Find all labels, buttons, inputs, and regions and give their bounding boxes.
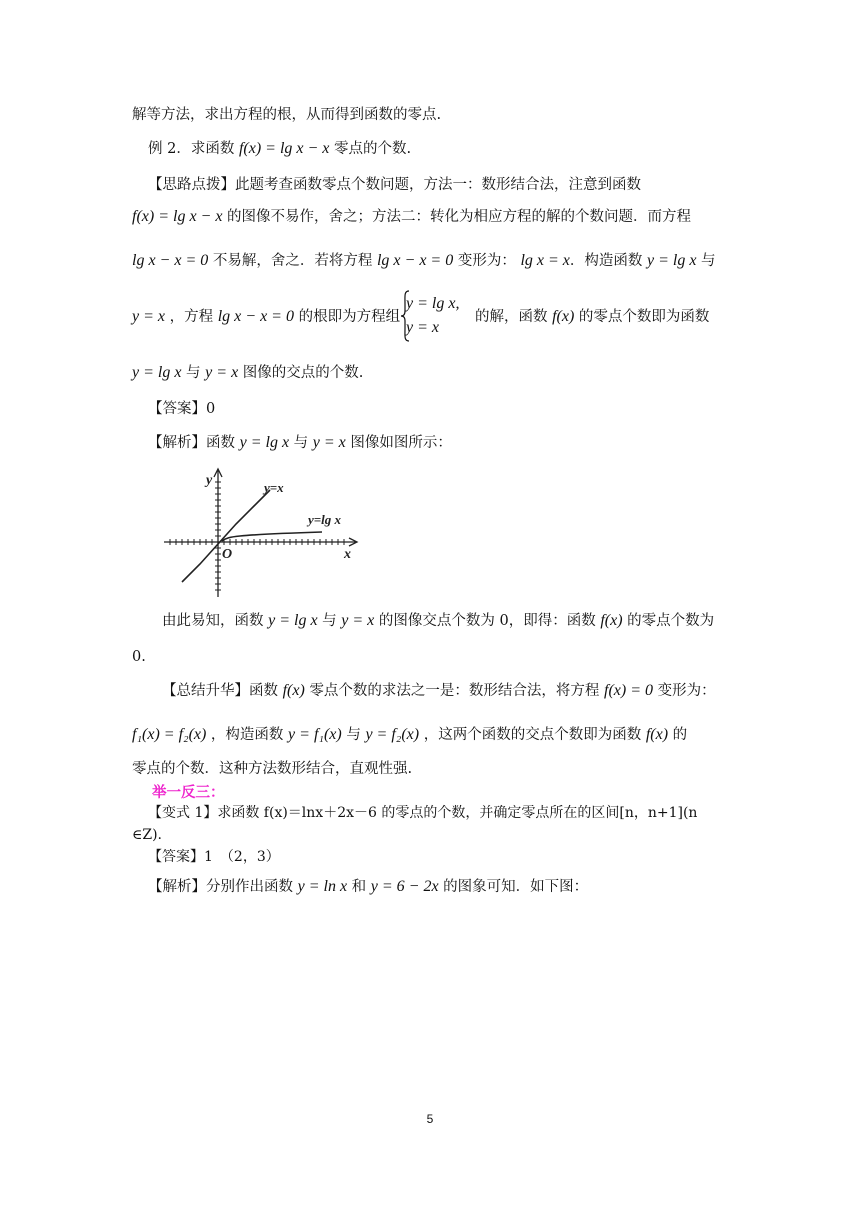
conclusion-c: 与 bbox=[317, 613, 342, 629]
hint-line-3 bbox=[132, 250, 732, 272]
analysis-2-e: 的图象可知．如下图： bbox=[438, 879, 589, 895]
math-y-6-minus-2x: y = 6 − 2x bbox=[370, 878, 439, 895]
summary-i: 与 bbox=[341, 727, 366, 743]
example-2-prefix: 例 2．求函数 bbox=[148, 141, 239, 157]
math-lgx-eq-x: lg x = x bbox=[520, 252, 570, 269]
analysis-2-c: 和 bbox=[347, 879, 371, 895]
summary-g: ，构造函数 bbox=[206, 727, 289, 743]
math-fx: f(x) bbox=[552, 308, 575, 325]
math-y-lgx-2: y = lg x bbox=[132, 364, 182, 381]
paragraph-method-end: 解等方法，求出方程的根，从而得到函数的零点. bbox=[132, 107, 442, 123]
hint-line-4-text-c: 的解，函数 bbox=[475, 309, 553, 325]
practice-heading: 举一反三： bbox=[152, 784, 225, 801]
math-y-lnx: y = ln x bbox=[297, 878, 348, 895]
conclusion-line-1 bbox=[162, 610, 732, 632]
system-row-1: y = lg x, bbox=[406, 295, 460, 312]
math-y-f1: y = f₁(x) bbox=[288, 726, 342, 743]
summary-k: ，这两个函数的交点个数即为函数 bbox=[419, 727, 646, 743]
analysis-1-a: 【解析】函数 bbox=[148, 435, 240, 451]
summary-m: 的 bbox=[668, 727, 688, 743]
hint-line-3-text-b: 变形为： bbox=[453, 253, 521, 269]
summary-line-3: 零点的个数．这种方法数形结合，直观性强. bbox=[132, 761, 413, 777]
analysis-2 bbox=[148, 876, 732, 898]
hint-line-3-text-c: ．构造函数 bbox=[569, 253, 647, 269]
math-equation-2: lg x − x = 0 bbox=[376, 252, 454, 269]
math-y-lgx-3: y = lg x bbox=[239, 434, 290, 451]
equation-system bbox=[406, 292, 459, 340]
math-f-lgx-minus-x: f(x) = lg x − x bbox=[238, 140, 330, 157]
hint-line-5-text-a: 与 bbox=[181, 365, 206, 381]
math-f1-eq-f2: f₁(x) = f₂(x) bbox=[132, 726, 207, 743]
math-fx-4: f(x) bbox=[645, 726, 669, 743]
math-f-definition: f(x) = lg x − x bbox=[132, 208, 223, 225]
x-axis-label: x bbox=[344, 547, 351, 562]
math-y-lgx: y = lg x bbox=[647, 252, 697, 269]
summary-c: 零点个数的求法之一是：数形结合法，将方程 bbox=[304, 683, 605, 699]
conclusion-e: 的图像交点个数为 0，即得：函数 bbox=[374, 613, 601, 629]
hint-line-5 bbox=[132, 362, 732, 384]
hint-line-4-right bbox=[475, 306, 732, 328]
hint-line-2-text: 的图像不易作，舍之；方法二：转化为相应方程的解的个数问题．而方程 bbox=[222, 209, 692, 225]
function-graph bbox=[160, 466, 365, 601]
example-2-suffix: 零点的个数. bbox=[329, 141, 412, 157]
hint-line-3-text-d: 与 bbox=[696, 253, 716, 269]
math-fx-3: f(x) bbox=[282, 682, 305, 699]
math-fx-eq-0: f(x) = 0 bbox=[604, 682, 654, 699]
conclusion-g: 的零点个数为 bbox=[622, 613, 715, 629]
answer-2: 【答案】1 （2，3） bbox=[148, 849, 280, 865]
analysis-1-c: 与 bbox=[289, 435, 313, 451]
curve-label-y-lgx: y=lg x bbox=[308, 512, 342, 527]
page-number: 5 bbox=[426, 1112, 434, 1126]
math-y-x-2: y = x bbox=[205, 364, 239, 381]
origin-label: O bbox=[222, 547, 233, 562]
math-y-x-3: y = x bbox=[312, 434, 346, 451]
variant-1-line-2: ∈Z). bbox=[132, 827, 163, 843]
variant-1-line-1: 【变式 1】求函数 f(x)＝lnx＋2x－6 的零点的个数，并确定零点所在的区间[n，n+1](n bbox=[148, 805, 698, 821]
system-row-2: y = x bbox=[406, 319, 439, 336]
hint-line-4-text-a: ，方程 bbox=[165, 309, 218, 325]
analysis-1 bbox=[148, 432, 732, 454]
analysis-1-e: 图像如图所示： bbox=[345, 435, 452, 451]
math-y-f2: y = f₂(x) bbox=[365, 726, 420, 743]
math-equation-1: lg x − x = 0 bbox=[132, 252, 209, 269]
math-equation-3: lg x − x = 0 bbox=[217, 308, 294, 325]
example-2 bbox=[148, 138, 732, 160]
hint-line-1: 【思路点拨】此题考查函数零点个数问题，方法一：数形结合法，注意到函数 bbox=[148, 177, 641, 193]
y-axis-label: y bbox=[206, 473, 213, 488]
line-y-equals-x bbox=[182, 490, 270, 582]
hint-line-4-text-d: 的零点个数即为函数 bbox=[574, 309, 710, 325]
conclusion-a: 由此易知，函数 bbox=[162, 613, 269, 629]
analysis-2-a: 【解析】分别作出函数 bbox=[148, 879, 298, 895]
hint-line-3-text-a: 不易解，舍之．若将方程 bbox=[208, 253, 377, 269]
hint-line-2 bbox=[132, 206, 732, 228]
answer-1: 【答案】0 bbox=[148, 401, 216, 417]
summary-line-2 bbox=[132, 724, 732, 746]
math-y-x: y = x bbox=[132, 308, 165, 325]
line-label-y-x: y=x bbox=[264, 480, 284, 495]
math-fx-2: f(x) bbox=[600, 612, 623, 629]
hint-line-5-text-b: 图像的交点的个数. bbox=[238, 365, 364, 381]
math-y-lgx-4: y = lg x bbox=[268, 612, 318, 629]
summary-a: 【总结升华】函数 bbox=[162, 683, 283, 699]
math-y-x-4: y = x bbox=[341, 612, 375, 629]
hint-line-4-text-b: 的根即为方程组 bbox=[293, 309, 401, 325]
summary-line-1 bbox=[162, 680, 732, 702]
summary-e: 变形为： bbox=[653, 683, 716, 699]
conclusion-line-2: 0. bbox=[132, 649, 146, 665]
